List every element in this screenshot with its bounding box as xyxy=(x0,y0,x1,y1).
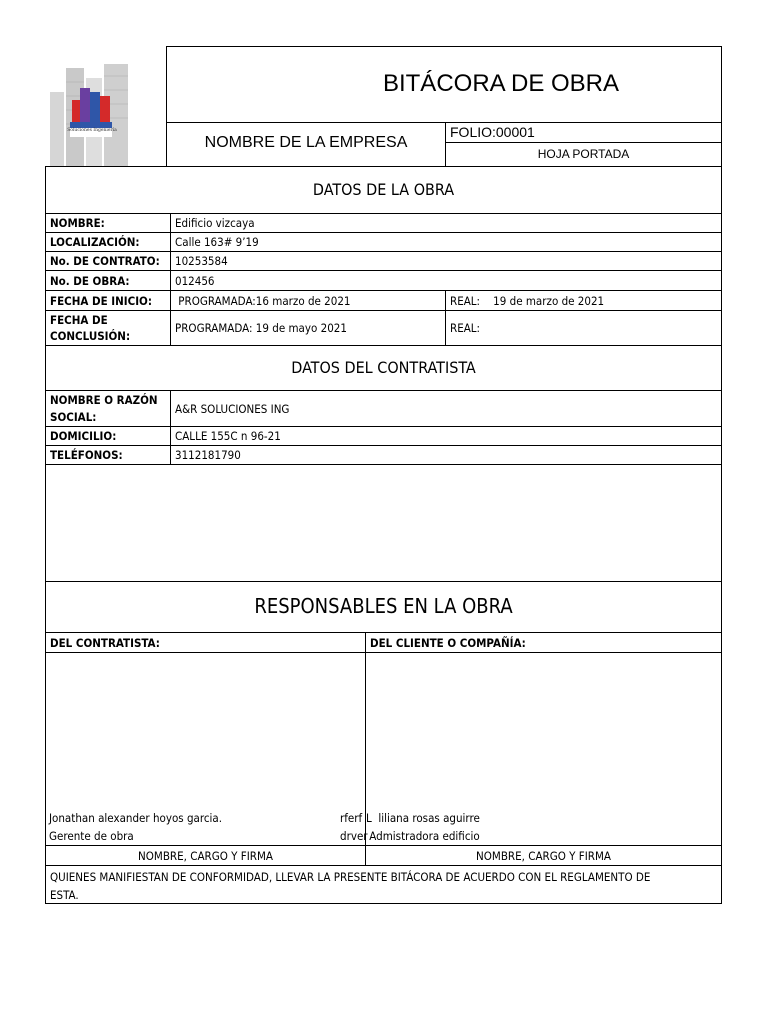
del-cliente-header: DEL CLIENTE O COMPAÑÍA: xyxy=(365,632,722,653)
cliente-name: L liliana rosas aguirre xyxy=(366,811,480,825)
obra-number-label: No. DE OBRA: xyxy=(45,270,171,291)
telefonos-value: 3112181790 xyxy=(170,445,722,465)
localizacion-label: LOCALIZACIÓN: xyxy=(45,232,171,252)
firma-left: NOMBRE, CARGO Y FIRMA xyxy=(45,845,366,866)
conformity-statement xyxy=(45,865,722,904)
conclusion-label-line2: CONCLUSIÓN: xyxy=(50,329,131,343)
inicio-label: FECHA DE INICIO: xyxy=(45,290,171,311)
telefonos-label: TELÉFONOS: xyxy=(45,445,171,465)
inicio-programada: PROGRAMADA:16 marzo de 2021 xyxy=(170,290,446,311)
localizacion-value: Calle 163# 9’19 xyxy=(170,232,722,252)
contratista-section-title: DATOS DEL CONTRATISTA xyxy=(291,358,476,377)
conclusion-programada: PROGRAMADA: 19 de mayo 2021 xyxy=(170,310,446,346)
razon-label-line2: SOCIAL: xyxy=(50,410,97,424)
conclusion-label xyxy=(45,310,171,346)
sheet-label: HOJA PORTADA xyxy=(537,147,630,161)
razon-social-label xyxy=(45,390,171,427)
contratista-name: Jonathan alexander hoyos garcia. xyxy=(49,811,223,825)
overflow-text-1: rferf xyxy=(340,811,363,825)
conformity-line2: ESTA. xyxy=(50,888,79,902)
del-contratista-header: DEL CONTRATISTA: xyxy=(45,632,366,653)
blank-area xyxy=(45,464,722,582)
contratista-role: Gerente de obra xyxy=(49,829,134,843)
domicilio-label: DOMICILIO: xyxy=(45,426,171,446)
inicio-real: REAL: 19 de marzo de 2021 xyxy=(445,290,722,311)
conclusion-label-line1: FECHA DE xyxy=(50,313,108,327)
logo-caption: Soluciones Ingeniería xyxy=(67,128,117,133)
domicilio-value: CALLE 155C n 96-21 xyxy=(170,426,722,446)
folio-number: FOLIO:00001 xyxy=(450,124,535,140)
building-logo-icon xyxy=(46,62,132,166)
razon-social-value: A&R SOLUCIONES ING xyxy=(170,390,722,427)
overflow-text-2: drver xyxy=(340,829,368,843)
company-name-label: NOMBRE DE LA EMPRESA xyxy=(204,134,408,151)
responsables-section-title: RESPONSABLES EN LA OBRA xyxy=(254,594,513,618)
contrato-value: 10253584 xyxy=(170,251,722,271)
razon-label-line1: NOMBRE O RAZÓN xyxy=(50,393,158,407)
contrato-label: No. DE CONTRATO: xyxy=(45,251,171,271)
conclusion-real: REAL: xyxy=(445,310,722,346)
company-logo xyxy=(46,62,132,166)
cliente-role: Admistradora edificio xyxy=(366,829,480,843)
nombre-value: Edificio vizcaya xyxy=(170,213,722,233)
obra-number-value: 012456 xyxy=(170,270,722,291)
firma-right: NOMBRE, CARGO Y FIRMA xyxy=(365,845,722,866)
obra-section-title: DATOS DE LA OBRA xyxy=(312,180,455,199)
conformity-line1: QUIENES MANIFIESTAN DE CONFORMIDAD, LLEVAR LA PRESENTE BITÁCORA DE ACUERDO CON EL REGLAMENTO DE xyxy=(50,870,651,884)
nombre-label: NOMBRE: xyxy=(45,213,171,233)
document-title: BITÁCORA DE OBRA xyxy=(382,70,620,97)
